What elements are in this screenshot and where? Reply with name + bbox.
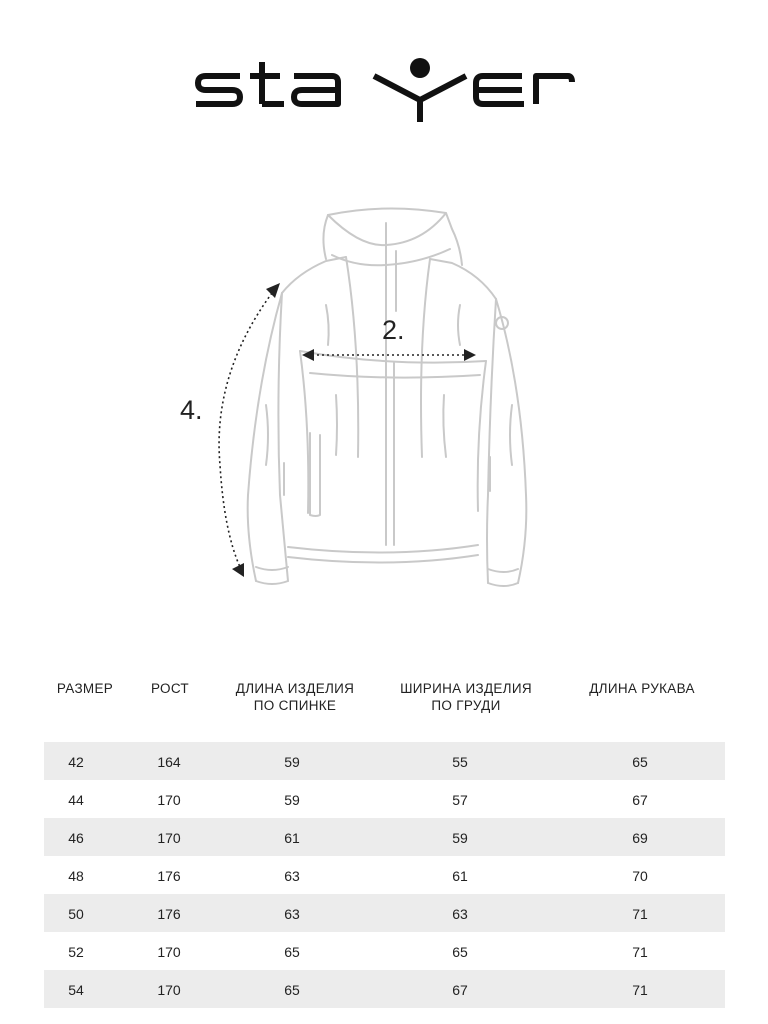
- header-size: РАЗМЕР: [56, 681, 114, 696]
- cell-size: 52: [68, 944, 84, 960]
- cell-size: 54: [68, 982, 84, 998]
- cell-chest-width: 65: [452, 944, 468, 960]
- brand-logo: [192, 56, 576, 126]
- table-row: [44, 894, 725, 932]
- table-row: [44, 742, 725, 780]
- chest-measure-arrow: [302, 349, 476, 361]
- cell-sleeve-length: 69: [632, 830, 648, 846]
- header-height: РОСТ: [151, 681, 189, 696]
- cell-chest-width: 55: [452, 754, 468, 770]
- header-chest-width: ШИРИНА ИЗДЕЛИЯ ПО ГРУДИ: [400, 681, 532, 713]
- cell-size: 44: [68, 792, 84, 808]
- table-row: [44, 780, 725, 818]
- table-row: [44, 970, 725, 1008]
- cell-back-length: 65: [284, 982, 300, 998]
- cell-sleeve-length: 70: [632, 868, 648, 884]
- cell-height: 176: [157, 868, 181, 884]
- cell-size: 48: [68, 868, 84, 884]
- table-row: [44, 818, 725, 856]
- cell-sleeve-length: 71: [632, 906, 648, 922]
- cell-back-length: 63: [284, 906, 300, 922]
- cell-sleeve-length: 65: [632, 754, 648, 770]
- cell-back-length: 63: [284, 868, 300, 884]
- cell-height: 170: [157, 792, 181, 808]
- header-back-length: ДЛИНА ИЗДЕЛИЯ ПО СПИНКЕ: [235, 681, 355, 713]
- cell-height: 164: [157, 754, 181, 770]
- cell-size: 42: [68, 754, 84, 770]
- cell-chest-width: 59: [452, 830, 468, 846]
- size-table: [44, 742, 725, 1008]
- cell-back-length: 59: [284, 754, 300, 770]
- cell-height: 170: [157, 982, 181, 998]
- cell-back-length: 59: [284, 792, 300, 808]
- cell-sleeve-length: 71: [632, 944, 648, 960]
- table-row: [44, 856, 725, 894]
- jacket-illustration: [160, 195, 560, 605]
- table-row: [44, 932, 725, 970]
- cell-height: 170: [157, 830, 181, 846]
- cell-chest-width: 61: [452, 868, 468, 884]
- cell-chest-width: 63: [452, 906, 468, 922]
- cell-size: 50: [68, 906, 84, 922]
- cell-chest-width: 57: [452, 792, 468, 808]
- cell-height: 170: [157, 944, 181, 960]
- cell-sleeve-length: 67: [632, 792, 648, 808]
- header-sleeve-length: ДЛИНА РУКАВА: [589, 681, 695, 696]
- sleeve-measure-label: 4.: [180, 395, 203, 425]
- cell-sleeve-length: 71: [632, 982, 648, 998]
- cell-chest-width: 67: [452, 982, 468, 998]
- size-table-header: [44, 680, 725, 730]
- cell-height: 176: [157, 906, 181, 922]
- chest-measure-label: 2.: [382, 315, 405, 345]
- cell-size: 46: [68, 830, 84, 846]
- cell-back-length: 61: [284, 830, 300, 846]
- cell-back-length: 65: [284, 944, 300, 960]
